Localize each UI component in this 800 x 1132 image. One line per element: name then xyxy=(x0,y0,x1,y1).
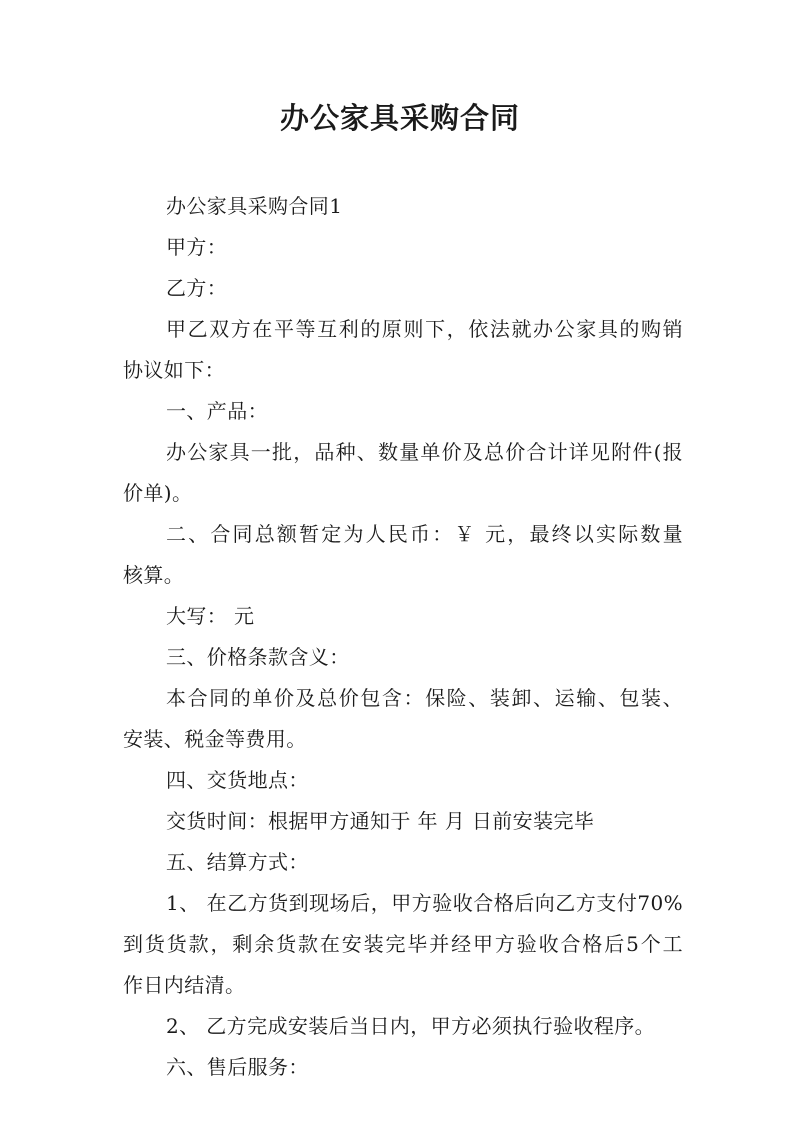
settlement-item-1-line-1: 1、 在乙方货到现场后，甲方验收合格后向乙方支付70% xyxy=(166,891,683,915)
preamble-line-2: 协议如下： xyxy=(123,358,225,382)
price-terms-line-2: 安装、税金等费用。 xyxy=(123,727,307,751)
section-product-heading: 一、产品： xyxy=(166,399,268,423)
amount-line-2: 核算。 xyxy=(123,563,185,587)
product-line-1: 办公家具一批，品种、数量单价及总价合计详见附件(报 xyxy=(166,440,683,464)
product-line-2: 价单)。 xyxy=(123,481,193,505)
delivery-time-line: 交货时间：根据甲方通知于 年 月 日前安装完毕 xyxy=(166,809,595,833)
document-body xyxy=(123,186,683,1088)
document-title: 办公家具采购合同 xyxy=(279,101,520,135)
section-settlement-heading: 五、结算方式： xyxy=(166,850,309,874)
section-after-sales-heading: 六、售后服务： xyxy=(166,1055,309,1079)
price-terms-line-1: 本合同的单价及总价包含：保险、装卸、运输、包装、 xyxy=(166,686,683,710)
party-a-line: 甲方： xyxy=(166,235,228,259)
settlement-item-1-line-2: 到货货款，剩余货款在安装完毕并经甲方验收合格后5个工 xyxy=(123,932,683,956)
settlement-item-1-line-3: 作日内结清。 xyxy=(123,973,246,997)
preamble-line-1: 甲乙双方在平等互利的原则下，依法就办公家具的购销 xyxy=(166,317,683,341)
settlement-item-2: 2、 乙方完成安装后当日内，甲方必须执行验收程序。 xyxy=(166,1014,656,1038)
amount-line-1: 二、合同总额暂定为人民币：￥ 元，最终以实际数量 xyxy=(166,522,683,546)
party-b-line: 乙方： xyxy=(166,276,228,300)
amount-in-words: 大写： 元 xyxy=(166,604,255,628)
section-price-terms-heading: 三、价格条款含义： xyxy=(166,645,350,669)
contract-subtitle: 办公家具采购合同1 xyxy=(166,194,343,218)
section-delivery-heading: 四、交货地点： xyxy=(166,768,309,792)
